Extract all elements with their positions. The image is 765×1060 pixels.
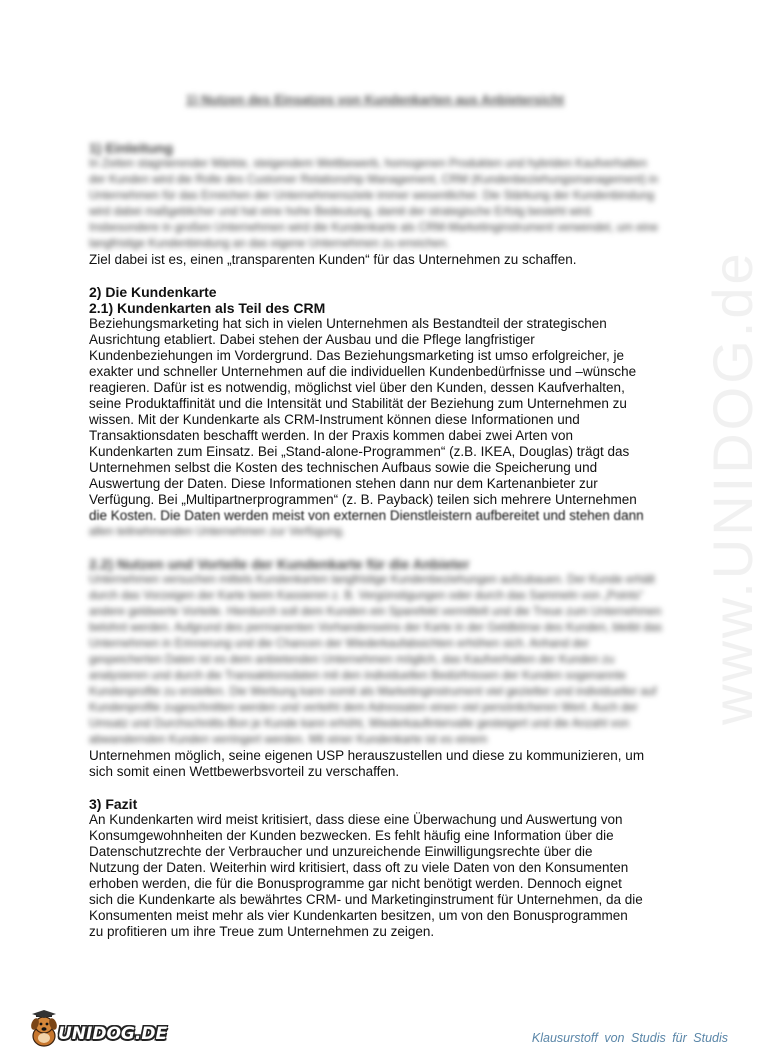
paragraph-line: Kundenbeziehungen im Vordergrund. Das Beziehungsmarketing ist umso erfolgreicher, je xyxy=(89,348,625,363)
paragraph-line: Ausrichtung etabliert. Dabei stehen der Ausbau und die Pflege langfristiger xyxy=(89,332,535,347)
paragraph-line: reagieren. Dafür ist es notwendig, möglichst viel über den Kunden, dessen Kaufverhalten, xyxy=(89,380,625,395)
paragraph-line: die Kosten. Die Daten werden meist von externen Dienstleistern aufbereitet und stehen dann xyxy=(89,508,644,523)
paragraph-line: erhoben werden, die für die Bonusprogramme gar nicht benötigt werden. Dennoch eignet xyxy=(89,876,622,891)
footer-tagline: Klausurstoff von Studis für Studis xyxy=(531,1031,728,1045)
document-body xyxy=(89,140,664,940)
subsection-heading: 2.1) Kundenkarten als Teil des CRM xyxy=(89,300,326,316)
paragraph-line: Transaktionsdaten beschafft werden. In der Praxis kommen dabei zwei Arten von xyxy=(89,428,574,443)
subsection-heading: 2.2) Nutzen und Vorteile der Kundenkarte für die Anbieter xyxy=(89,556,470,572)
paragraph-line: Ziel dabei ist es, einen „transparenten Kunden“ für das Unternehmen zu schaffen. xyxy=(89,252,577,267)
paragraph-line: zu profitieren um ihre Treue zum Unternehmen zu zeigen. xyxy=(89,924,435,939)
unidog-logo xyxy=(24,1010,168,1050)
watermark-text: www.UNIDOG.de xyxy=(701,250,764,725)
document-title: 1) Nutzen des Einsatzes von Kundenkarten aus Anbietersicht xyxy=(185,92,565,107)
paragraph-line: wissen. Mit der Kundenkarte als CRM-Instrument können diese Informationen und xyxy=(89,412,580,427)
section-heading: 1) Einleitung xyxy=(89,140,173,156)
paragraph-line: Konsumgewohnheiten der Kunden bezwecken. Es fehlt häufig eine Information über die xyxy=(89,828,614,843)
blurred-paragraph: Unternehmen versuchen mittels Kundenkarten langfristige Kundenbeziehungen aufzubauen. Der Kunde erhält durch das Vorzeigen der Karte beim Kassieren z. B. Vergünstigungen oder durch das Sammeln von „Points“ andere geldwerte Vorteile. Hierdurch soll dem Kunden ein Sparefekt vermittelt und die Treue zum Unternehmen belohnt werden. Aufgrund des permanenten Vorhandenseins der Karte in der Geldbörse des Kunden, bleibt das Unternehmen in Erinnerung und die Chancen der Wiederkaufabsichten erhöhen sich. Anhand der gespeicherten Daten ist es dem anbietenden Unternehmen möglich, das Kaufverhalten der Kunden zu analysieren und durch die Transaktionsdaten mit den individuellen Bedürfnissen der Kunden sogenannte Kundenprofile zu erstellen. Die Werbung kann somit als Marketinginstrument viel gezielter und individueller auf Kundenprofile zugeschnitten werden und verleiht dem Adressaten einen viel persönlicheren Wert. Auch der Umsatz und Durchschnitts-Bon je Kunde kann erhöht, Wiederkaufintervalle gesteigert und die Anzahl von abwandernden Kunden verringert werden. Mit einer Kundenkarte ist es einem xyxy=(89,573,662,746)
paragraph-line: Datenschutzrechte der Verbraucher und unzureichende Einwilligungsrechte über die xyxy=(89,844,593,859)
section-introduction xyxy=(89,140,664,268)
paragraph-line: An Kundenkarten wird meist kritisiert, dass diese eine Überwachung und Auswertung von xyxy=(89,812,623,827)
paragraph-line: sich die Kundenkarte als bewährtes CRM- und Marketinginstrument für Unternehmen, da die xyxy=(89,892,643,907)
paragraph-line: seine Produktaffinität und die Intensität und Stabilität der Beziehung zum Unternehmen zu xyxy=(89,396,627,411)
paragraph-line: Unternehmen möglich, seine eigenen USP herauszustellen und diese zu kommunizieren, um xyxy=(89,748,645,763)
paragraph-line: Verfügung. Bei „Multipartnerprogrammen“ (z. B. Payback) teilen sich mehrere Unternehmen xyxy=(89,492,637,507)
logo-text: UNIDOG.DE xyxy=(58,1024,168,1044)
section-benefits xyxy=(89,556,664,780)
section-conclusion xyxy=(89,796,664,940)
paragraph-line: Konsumenten meist mehr als vier Kundenkarten besitzen, um von den Bonusprogrammen xyxy=(89,908,628,923)
paragraph-line: Nutzung der Daten. Weiterhin wird kritisiert, dass oft zu viele Daten von den Konsumenten xyxy=(89,860,629,875)
paragraph-line: Beziehungsmarketing hat sich in vielen Unternehmen als Bestandteil der strategischen xyxy=(89,316,607,331)
blurred-paragraph: In Zeiten stagnierender Märkte, steigendem Wettbewerb, homogenen Produkten und hybriden Kaufverhalten der Kunden wird die Rolle des Customer Relationship Management, CRM (Kundenbeziehungsmanagement) in Unternehmen für das Erreichen der Unternehmensziele immer wesentlicher. Die Stärkung der Kundenbindung wird dabei maßgeblicher und hat eine hohe Bedeutung, damit der strategische Erfolg besteht wird. Insbesondere in großen Unternehmen wird die Kundenkarte als CRM-Marketinginstrument verwendet, um eine langfristige Kundenbindung an das eigene Unternehmen zu erreichen. xyxy=(89,157,659,250)
paragraph-line: sich somit einen Wettbewerbsvorteil zu verschaffen. xyxy=(89,764,400,779)
blurred-paragraph: allen teilnehmenden Unternehmen zur Verfügung. xyxy=(89,525,345,538)
section-customer-card xyxy=(89,284,664,540)
section-heading: 3) Fazit xyxy=(89,796,138,812)
paragraph-line: Kundenkarten zum Einsatz. Bei „Stand-alone-Programmen“ (z.B. IKEA, Douglas) trägt das xyxy=(89,444,630,459)
paragraph-line: Auswertung der Daten. Diese Informationen stehen dann nur dem Kartenanbieter zur xyxy=(89,476,598,491)
section-heading: 2) Die Kundenkarte xyxy=(89,284,217,300)
paragraph-line: Unternehmen selbst die Kosten des technischen Aufbaus sowie die Speicherung und xyxy=(89,460,598,475)
paragraph-line: exakter und schneller Unternehmen auf die individuellen Kundenbedürfnisse und –wünsche xyxy=(89,364,637,379)
